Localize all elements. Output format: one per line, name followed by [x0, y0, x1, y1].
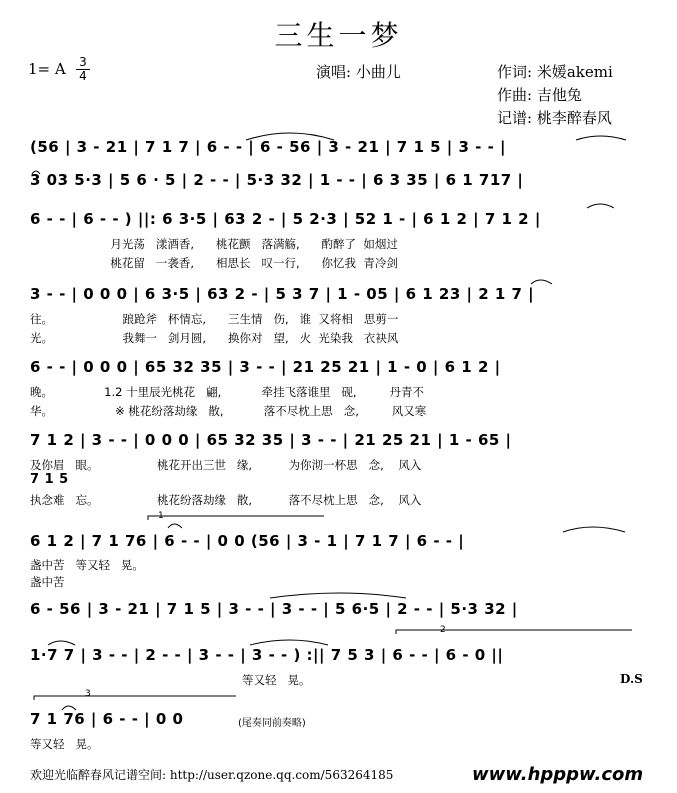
notation-row-7: 6 1 2 | 7 1 76 | 6 - - | 0 0 (56 | 3 - 1 | 7 1 7 | 6 - - | — [30, 532, 465, 550]
lyric-row-3b: 桃花留 一袭香, 相思长 叹一行, 你忆我 青冷剑 — [30, 256, 398, 270]
composer-credit: 作曲: 吉他兔 — [497, 86, 582, 104]
notation-row-3: 6 - - | 6 - - ) ||: 6 3·5 | 63 2 - | 5 2·3 | 52 1 - | 6 1 2 | 7 1 2 | — [30, 210, 541, 228]
notation-row-1: (56 | 3 - 21 | 7 1 7 | 6 - - | 6 - 56 | 3 - 21 | 7 1 5 | 3 - - | — [30, 138, 507, 156]
ds-marking: D.S — [620, 672, 643, 686]
notation-row-2: 3 03 5·3 | 5 6 · 5 | 2 - - | 5·3 32 | 1 - - | 6 3 35 | 6 1 717 | — [30, 171, 524, 189]
transcriber-credit: 记谱: 桃李醉春风 — [497, 109, 612, 127]
lyric-row-7b: 盏中苦 — [30, 575, 65, 589]
alt-notes-row-6: 7 1 5 — [30, 472, 69, 487]
notation-row-5: 6 - - | 0 0 0 | 65 32 35 | 3 - - | 21 25 21 | 1 - 0 | 6 1 2 | — [30, 358, 501, 376]
time-sig-bottom: 4 — [79, 69, 87, 83]
lyric-row-9: 等又轻 晃。 — [30, 673, 311, 687]
notation-row-10: 7 1 76 | 6 - - | 0 0 — [30, 710, 184, 728]
lyric-row-5a: 晚。 1.2 十里辰光桃花 翩, 牵挂飞落谁里 砚, 丹青不 — [30, 385, 424, 399]
lyric-row-6a: 及你眉 眼。 桃花开出三世 缘, 为你沏一杯思 念, 风入 — [30, 458, 422, 472]
notation-row-9: 1·7 7 | 3 - - | 2 - - | 3 - - | 3 - - ) :|| 7 5 3 | 6 - - | 6 - 0 || — [30, 646, 504, 664]
outro-note: (尾奏同前奏略) — [238, 718, 306, 729]
lyric-row-7a: 盏中苦 等又轻 晃。 — [30, 558, 144, 572]
lyric-row-3a: 月光荡 漾酒香, 桃花颤 落满觞, 酌醉了 如烟过 — [30, 237, 398, 251]
time-sig-top: 3 — [79, 55, 87, 69]
song-title: 三生一梦 — [274, 19, 403, 52]
volta-2-label: 2 — [440, 625, 446, 635]
lyricist-credit: 作词: 米媛akemi — [497, 63, 613, 81]
notation-row-4: 3 - - | 0 0 0 | 6 3·5 | 63 2 - | 5 3 7 | 1 - 05 | 6 1 23 | 2 1 7 | — [30, 285, 535, 303]
lyric-row-4a: 往。 踉跄斧 杯情忘, 三生情 伤, 谁 又将相 思剪一 — [30, 312, 399, 326]
notation-row-6: 7 1 2 | 3 - - | 0 0 0 | 65 32 35 | 3 - - | 21 25 21 | 1 - 65 | — [30, 431, 512, 449]
volta-1-label: 1 — [158, 511, 164, 521]
watermark-logo: www.hpppw.com — [472, 764, 644, 785]
singer-credit: 演唱: 小曲儿 — [316, 63, 401, 81]
lyric-row-4b: 光。 我舞一 剑月圆, 换你对 望, 火 光染我 衣袂风 — [30, 331, 399, 345]
footer-text: 欢迎光临醉春风记谱空间: http://user.qzone.qq.com/563264185 — [30, 768, 394, 782]
volta-3-label: 3 — [85, 689, 91, 699]
lyric-row-10: 等又轻 晃。 — [30, 737, 99, 751]
notation-row-8: 6 - 56 | 3 - 21 | 7 1 5 | 3 - - | 3 - - | 5 6·5 | 2 - - | 5·3 32 | — [30, 600, 518, 618]
lyric-row-6b: 执念难 忘。 桃花纷落劫缘 散, 落不尽枕上思 念, 风入 — [30, 493, 422, 507]
lyric-row-5b: 华。 ※ 桃花纷落劫缘 散, 落不尽枕上思 念, 风又寒 — [30, 404, 427, 418]
key-signature: 1= A — [28, 60, 66, 78]
